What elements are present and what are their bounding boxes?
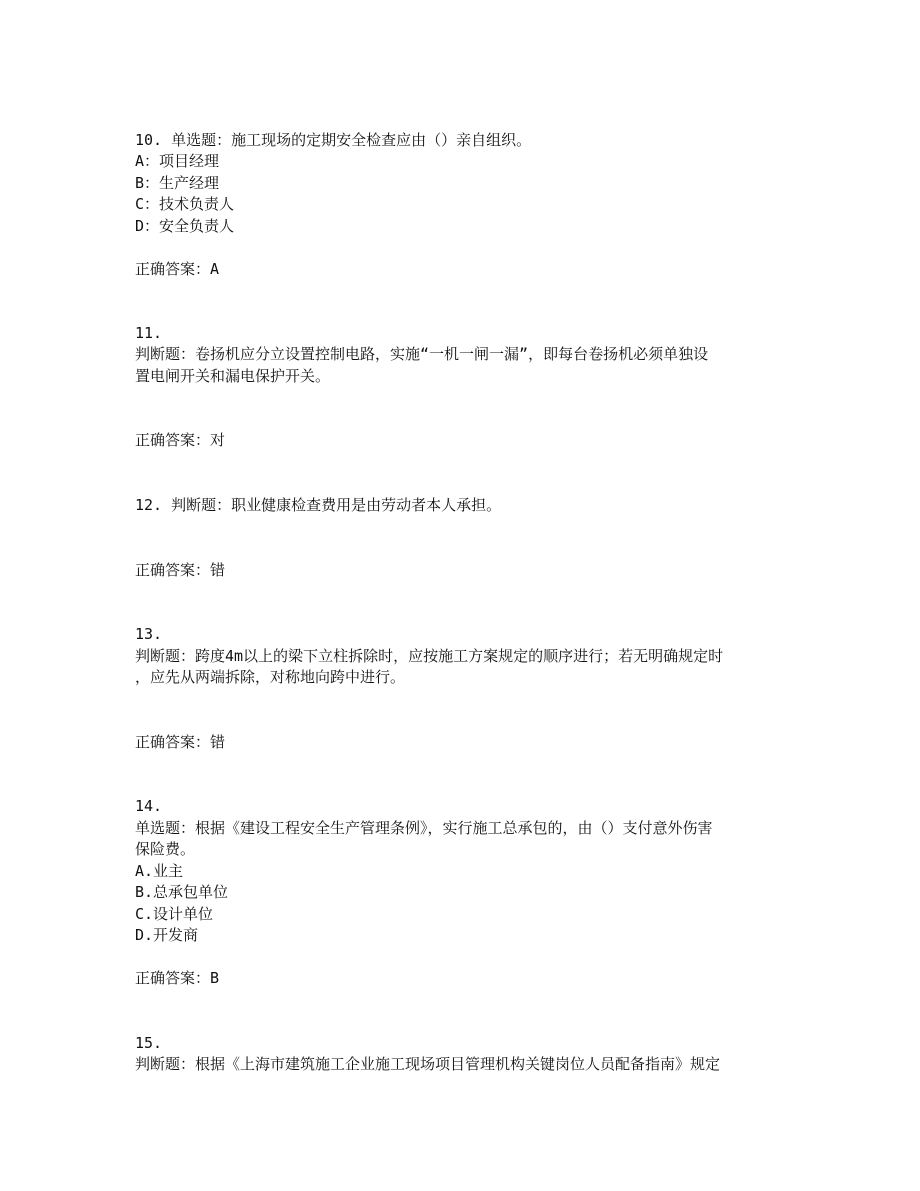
question-15-body-line-1: 判断题：根据《上海市建筑施工企业施工现场项目管理机构关键岗位人员配备指南》规定 (135, 1055, 721, 1073)
question-14-body-line-2: 保险费。 (135, 840, 196, 858)
question-12-answer: 正确答案：错 (135, 561, 226, 579)
question-14-option-c: C.设计单位 (135, 905, 214, 923)
question-10-option-c: C：技术负责人 (135, 195, 235, 213)
question-14-answer: 正确答案：B (135, 969, 220, 987)
question-10-option-b: B：生产经理 (135, 174, 220, 192)
question-14-option-b: B.总承包单位 (135, 883, 229, 901)
question-13-number: 13. (135, 625, 163, 643)
question-11-number: 11. (135, 324, 163, 342)
question-13-body-line-2: ，应先从两端拆除，对称地向跨中进行。 (135, 668, 406, 686)
question-14-number: 14. (135, 797, 163, 815)
question-10-option-d: D：安全负责人 (135, 217, 235, 235)
question-12-header: 12. 判断题：职业健康检查费用是由劳动者本人承担。 (135, 496, 502, 514)
question-13-answer: 正确答案：错 (135, 733, 226, 751)
question-10-option-a: A：项目经理 (135, 152, 220, 170)
question-15-number: 15. (135, 1034, 163, 1052)
question-10-header: 10. 单选题：施工现场的定期安全检查应由（）亲自组织。 (135, 131, 532, 149)
question-10-answer: 正确答案：A (135, 260, 220, 278)
question-11-body-line-1: 判断题：卷扬机应分立设置控制电路，实施“一机一闸一漏”，即每台卷扬机必须单独设 (135, 345, 709, 363)
question-14-body-line-1: 单选题：根据《建设工程安全生产管理条例》，实行施工总承包的，由（）支付意外伤害 (135, 819, 713, 837)
question-14-option-d: D.开发商 (135, 926, 199, 944)
question-13-body-line-1: 判断题：跨度4m以上的梁下立柱拆除时，应按施工方案规定的顺序进行；若无明确规定时 (135, 647, 724, 665)
question-11-answer: 正确答案：对 (135, 431, 226, 449)
question-11-body-line-2: 置电闸开关和漏电保护开关。 (135, 367, 331, 385)
question-14-option-a: A.业主 (135, 862, 184, 880)
